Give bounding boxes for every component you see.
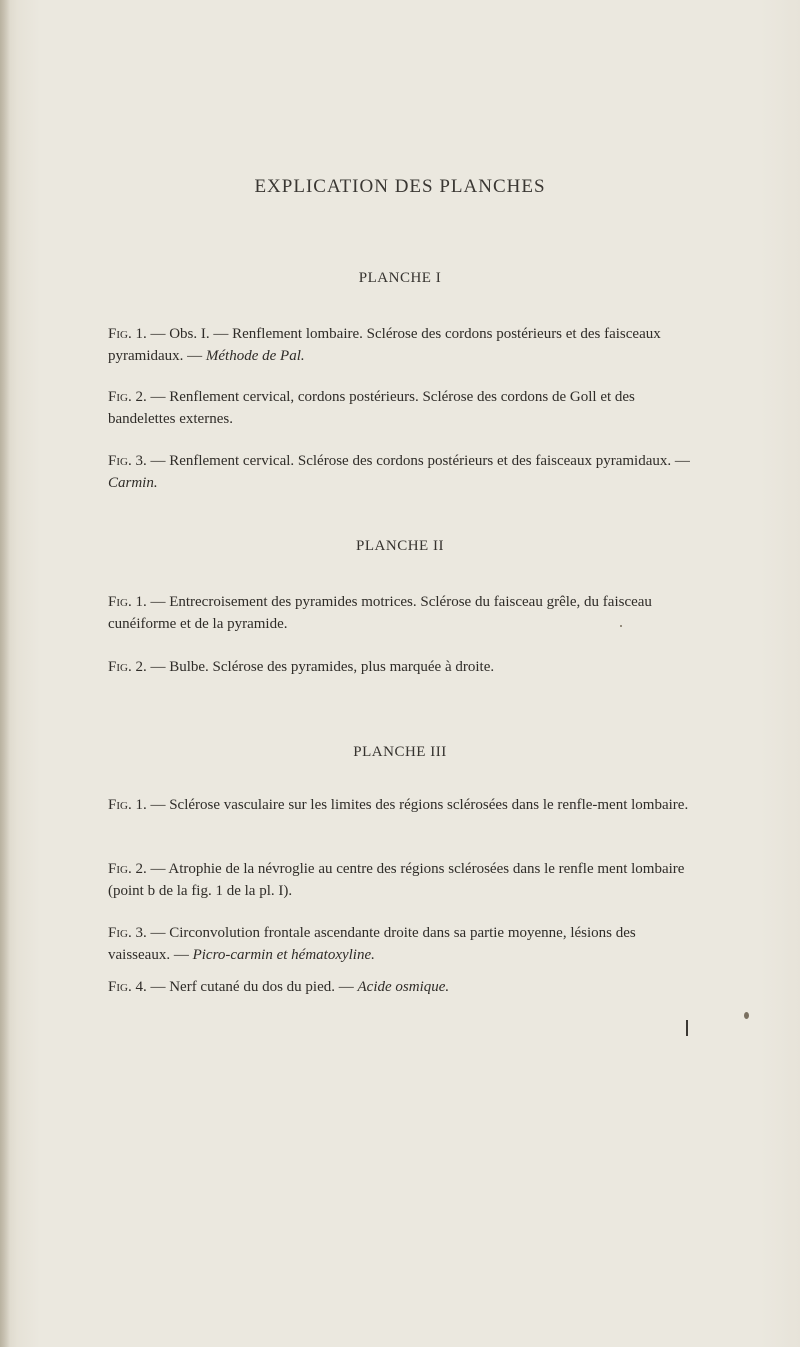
entry-text: — Sclérose vasculaire sur les limites des régions sclérosées dans le renfle-ment lombaire. (146, 797, 689, 813)
page-edge-shadow (0, 0, 10, 1347)
entry-method: Méthode de Pal. (205, 348, 305, 364)
entry-method: Carmin. (108, 475, 158, 491)
entry-text: — Renflement cervical. Sclérose des cordons postérieurs et des faisceaux pyramidaux. — (146, 453, 690, 469)
entry-planche-2-fig-1 (108, 591, 698, 635)
entry-text: — Circonvolution frontale ascendante droite dans sa partie moyenne, lésions des vaisseaux. — (108, 925, 636, 963)
entry-planche-3-fig-2 (108, 858, 698, 902)
page-title: EXPLICATION DES PLANCHES (254, 176, 546, 197)
entry-planche-2-fig-2 (108, 656, 698, 678)
entry-text: — Renflement cervical, cordons postérieurs. Sclérose des cordons de Goll et des bandelettes externes. (108, 389, 635, 427)
entry-text: — Obs. I. — Renflement lombaire. Sclérose des cordons postérieurs et des faisceaux pyramidaux. — (108, 326, 661, 364)
entry-text: — Entrecroisement des pyramides motrices. Sclérose du faisceau grêle, du faisceau cunéiforme et de la pyramide. (108, 594, 652, 632)
fig-label: Fig. 2. (108, 389, 147, 405)
fig-label: Fig. 3. (108, 925, 147, 941)
section-heading-planche-1: PLANCHE I (358, 270, 442, 286)
fig-label: Fig. 2. (108, 861, 147, 877)
entry-planche-3-fig-1 (108, 794, 698, 816)
fig-label: Fig. 3. (108, 453, 147, 469)
fig-label: Fig. 1. (108, 797, 147, 813)
fig-label: Fig. 4. (108, 979, 147, 995)
fig-label: Fig. 1. (108, 594, 147, 610)
entry-method: Acide osmique. (357, 979, 450, 995)
page-mark (686, 1020, 688, 1036)
fig-label: Fig. 1. (108, 326, 147, 342)
entry-text: — Nerf cutané du dos du pied. — (146, 979, 358, 995)
section-heading-planche-2: PLANCHE II (356, 538, 444, 554)
section-heading-planche-3: PLANCHE III (353, 744, 447, 760)
entry-planche-3-fig-3 (108, 922, 698, 966)
fig-label: Fig. 2. (108, 659, 147, 675)
entry-text: — Bulbe. Sclérose des pyramides, plus marquée à droite. (146, 659, 495, 675)
entry-text: — Atrophie de la névroglie au centre des régions sclérosées dans le renfle ment lombaire (point b de la fig. 1 de la pl. I). (108, 861, 685, 899)
ink-speck (620, 625, 622, 627)
ink-speck (744, 1012, 749, 1019)
entry-planche-1-fig-1 (108, 323, 698, 367)
entry-method: Picro-carmin et hématoxyline. (192, 947, 375, 963)
entry-planche-1-fig-2 (108, 386, 698, 430)
entry-planche-3-fig-4 (108, 976, 698, 998)
entry-planche-1-fig-3 (108, 450, 698, 494)
